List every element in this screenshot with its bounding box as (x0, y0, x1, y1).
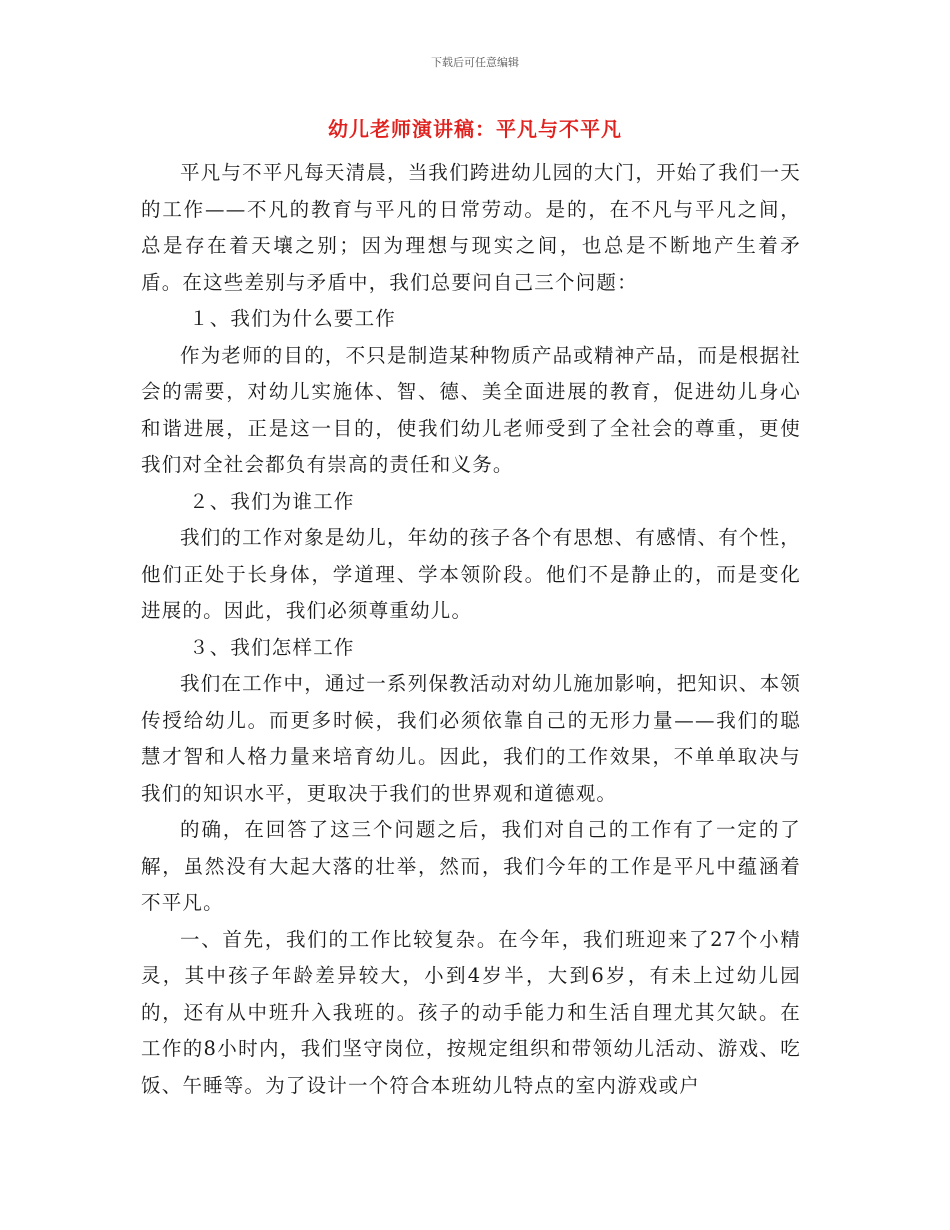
document-title: 幼儿老师演讲稿：平凡与不平凡 (328, 117, 622, 141)
section-heading-1: １、我们为什么要工作 (189, 307, 397, 330)
section-heading-3: ３、我们怎样工作 (189, 635, 355, 659)
paragraph-reflection: 的确，在回答了这三个问题之后，我们对自己的工作有了一定的了解，虽然没有大起大落的壮举，然而，我们今年的工作是平凡中蕴涵着不平凡。 (141, 818, 801, 914)
paragraph-intro: 平凡与不平凡每天清晨，当我们跨进幼儿园的大门，开始了我们一天的工作——不凡的教育与平凡的日常劳动。是的，在不凡与平凡之间，总是存在着天壤之别；因为理想与现实之间，也总是不断地产生着矛盾。在这些差别与矛盾中，我们总要问自己三个问题： (141, 161, 802, 294)
section-heading-2: ２、我们为谁工作 (189, 489, 355, 513)
paragraph-purpose: 作为老师的目的，不只是制造某种物质产品或精神产品，而是根据社会的需要，对幼儿实施体、智、德、美全面进展的教育，促进幼儿身心和谐进展，正是这一目的，使我们幼儿老师受到了全社会的尊重，更使我们对全社会都负有崇高的责任和义务。 (141, 343, 802, 476)
paragraph-audience: 我们的工作对象是幼儿，年幼的孩子各个有思想、有感情、有个性，他们正处于长身体，学道理、学本领阶段。他们不是静止的，而是变化进展的。因此，我们必须尊重幼儿。 (141, 526, 802, 622)
paragraph-first-point: 一、首先，我们的工作比较复杂。在今年，我们班迎来了27个小精灵，其中孩子年龄差异较大，小到4岁半，大到6岁，有未上过幼儿园的，还有从中班升入我班的。孩子的动手能力和生活自理尤其欠缺。在工作的8小时内，我们坚守岗位，按规定组织和带领幼儿活动、游戏、吃饭、午睡等。为了设计一个符合本班幼儿特点的室内游戏或户 (141, 927, 801, 1097)
header-note: 下载后可任意编辑 (431, 56, 519, 69)
document-body (141, 155, 801, 1104)
paragraph-method: 我们在工作中，通过一系列保教活动对幼儿施加影响，把知识、本领传授给幼儿。而更多时候，我们必须依靠自己的无形力量——我们的聪慧才智和人格力量来培育幼儿。因此，我们的工作效果，不单单取决与我们的知识水平，更取决于我们的世界观和道德观。 (141, 672, 802, 805)
